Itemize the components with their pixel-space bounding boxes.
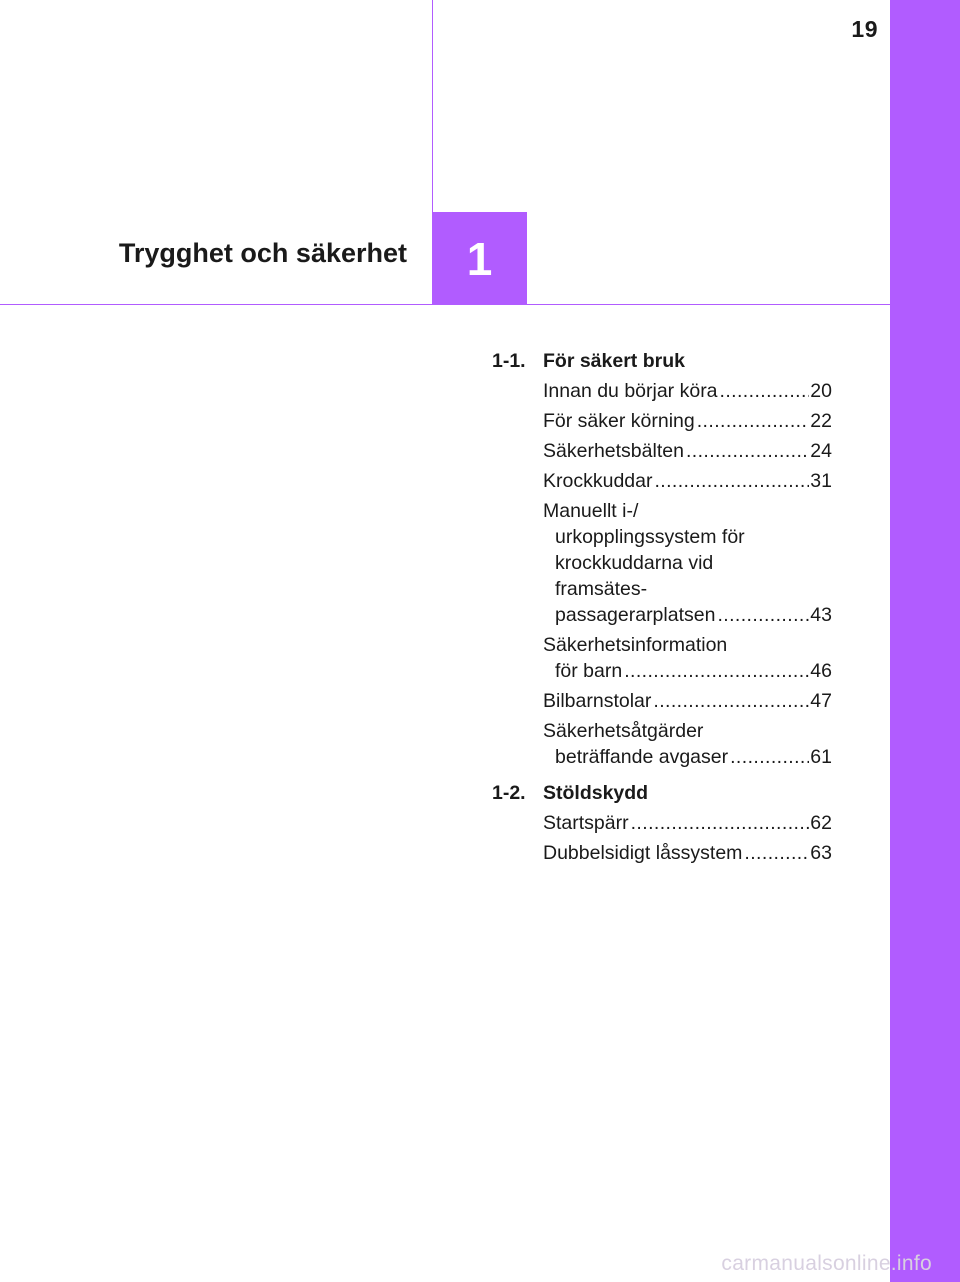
toc-entry-page: 43 — [810, 604, 832, 626]
toc-entry-line: Startspärr ..... — [543, 812, 631, 834]
toc-entry-line: urkopplingssystem för — [555, 526, 745, 548]
toc-entry-line: Innan du börjar köra ..... — [543, 380, 720, 402]
toc-entry-page: 63 — [810, 842, 832, 864]
toc-entry-line: Säkerhetsbälten ..... — [543, 440, 686, 462]
toc-entry[interactable] — [543, 840, 832, 866]
toc-entry-title — [543, 438, 809, 464]
toc-entry[interactable] — [543, 438, 832, 464]
toc-entry-title — [543, 840, 809, 866]
toc-entry[interactable] — [543, 408, 832, 434]
toc-entry-page: 20 — [810, 380, 832, 402]
toc-entry-page: 62 — [810, 812, 832, 834]
watermark: carmanualsonline.info — [721, 1252, 932, 1275]
toc-entry-title — [543, 408, 809, 434]
toc-section-number: 1-1. — [492, 350, 526, 372]
toc-entry-line: Krockkuddar ..... — [543, 470, 654, 492]
chapter-side-tab — [890, 0, 960, 1282]
toc-entry-line: Bilbarnstolar ..... — [543, 690, 653, 712]
toc-entry-line: Manuellt i-/ — [543, 500, 639, 522]
toc-entry-title — [543, 810, 809, 836]
toc-entry-page: 24 — [810, 440, 832, 462]
toc-entry-line: beträffande avgaser ..... — [555, 746, 730, 768]
toc-section-heading[interactable] — [492, 348, 832, 374]
page-number: 19 — [851, 16, 878, 42]
table-of-contents — [492, 348, 832, 870]
toc-entry[interactable] — [543, 688, 832, 714]
toc-entry-page: 22 — [810, 410, 832, 432]
toc-entry[interactable] — [543, 498, 832, 628]
toc-entry[interactable] — [543, 468, 832, 494]
toc-section-heading[interactable] — [492, 780, 832, 806]
toc-entry-title — [543, 498, 809, 628]
toc-entry-line: passagerarplatsen ..... — [555, 604, 717, 626]
toc-entry-line: krockkuddarna vid — [555, 552, 714, 574]
toc-entry-page: 47 — [810, 690, 832, 712]
toc-entry-line: Säkerhetsåtgärder — [543, 720, 704, 742]
toc-section-title: Stöldskydd — [543, 782, 649, 804]
toc-entry-line: Dubbelsidigt låssystem ..... — [543, 842, 744, 864]
toc-entry[interactable] — [543, 718, 832, 770]
toc-entry-page: 31 — [810, 470, 832, 492]
toc-entry-title — [543, 632, 809, 684]
vertical-divider — [432, 0, 433, 212]
toc-entry-title — [543, 468, 809, 494]
toc-section-title: För säkert bruk — [543, 350, 685, 372]
chapter-number-box: 1 — [432, 212, 527, 305]
toc-entry-line: för barn ..... — [555, 660, 624, 682]
toc-section-number: 1-2. — [492, 782, 526, 804]
toc-entry-title — [543, 718, 809, 770]
toc-entry-page: 46 — [810, 660, 832, 682]
toc-entry-title — [543, 688, 809, 714]
toc-entry-page: 61 — [810, 746, 832, 768]
toc-entry[interactable] — [543, 378, 832, 404]
toc-entry[interactable] — [543, 810, 832, 836]
toc-entry-line: För säker körning ..... — [543, 410, 697, 432]
toc-entry-line: framsätes- — [555, 578, 648, 600]
toc-entry-title — [543, 378, 809, 404]
toc-entry-line: Säkerhetsinformation — [543, 634, 728, 656]
chapter-title: Trygghet och säkerhet — [118, 238, 407, 268]
toc-entry[interactable] — [543, 632, 832, 684]
